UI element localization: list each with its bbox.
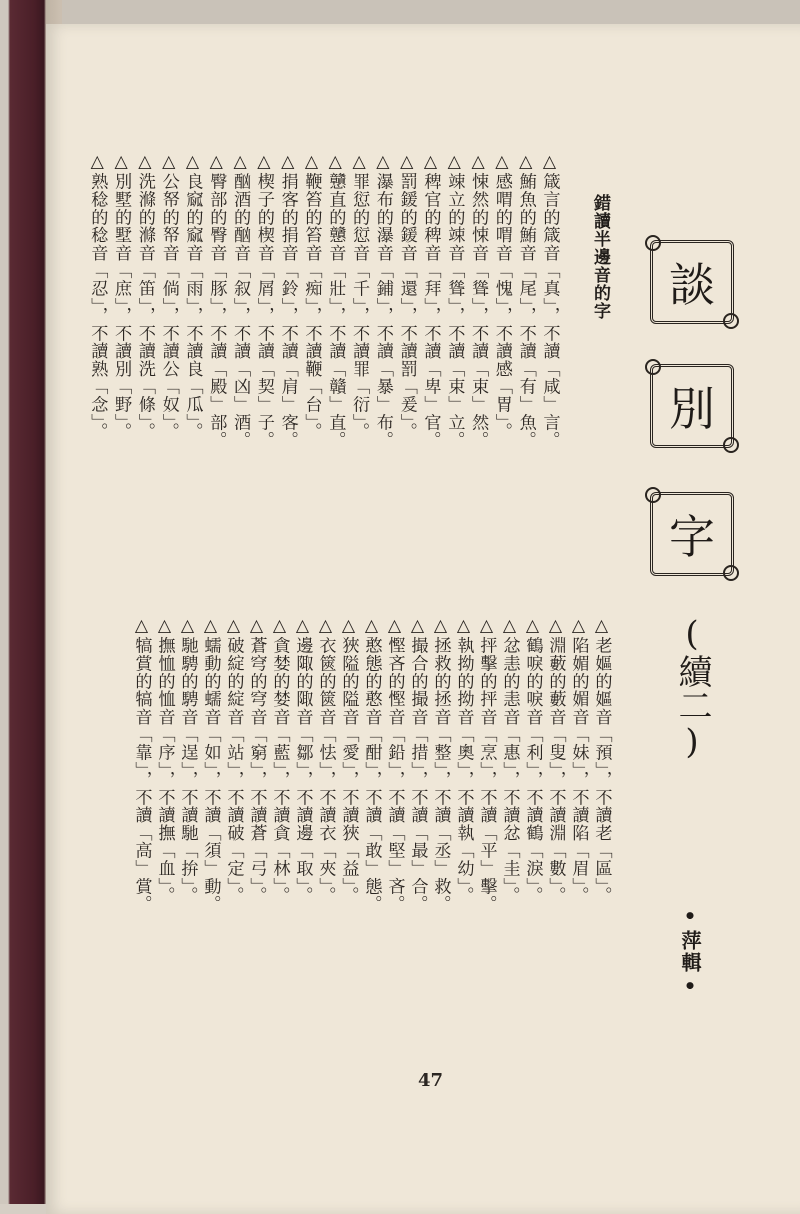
text-line: △別墅的墅音「庶」，不讀別「野」。 — [111, 152, 132, 441]
text-line: △瀑布的瀑音「鋪」，不讀「暴」布。 — [372, 152, 393, 449]
text-line: △蒼穹的穹音「窮」，不讀蒼「弓」。 — [246, 616, 267, 905]
text-line: △洗滌的滌音「笛」，不讀洗「條」。 — [134, 152, 155, 441]
title-char-3: 字 — [650, 492, 734, 576]
text-line: △罪愆的愆音「千」，不讀罪「衍」。 — [349, 152, 370, 441]
text-line: △戇直的戇音「壯」，不讀「贛」直。 — [325, 152, 346, 449]
text-line: △稗官的稗音「拜」，不讀「卑」官。 — [420, 152, 441, 449]
text-line: △竦立的竦音「聳」，不讀「束」立。 — [444, 152, 465, 449]
text-line: △蠕動的蠕音「如」，不讀「須」動。 — [200, 616, 221, 913]
text-line: △馳騁的騁音「逞」，不讀馳「拚」。 — [177, 616, 198, 905]
text-line: △鞭笞的笞音「痴」，不讀鞭「台」。 — [301, 152, 322, 441]
text-line: △衣篋的篋音「怯」，不讀衣「夾」。 — [315, 616, 336, 905]
text-line: △撫恤的恤音「序」，不讀撫「血」。 — [154, 616, 175, 905]
text-line: △楔子的楔音「屑」，不讀「契」子。 — [253, 152, 274, 449]
title-char-1: 談 — [650, 240, 734, 324]
text-line: △狹隘的隘音「愛」，不讀狹「益」。 — [338, 616, 359, 905]
text-line: △抨擊的抨音「烹」，不讀「平」擊。 — [476, 616, 497, 913]
title-subtitle: (續二) — [672, 614, 712, 762]
text-line: △淵藪的藪音「叟」，不讀淵「數」。 — [545, 616, 566, 905]
text-line: △犒賞的犒音「靠」，不讀「高」賞。 — [131, 616, 152, 913]
text-line: △老嫗的嫗音「預」，不讀老「區」。 — [591, 616, 612, 905]
text-line: △罰鍰的鍰音「還」，不讀罰「爰」。 — [396, 152, 417, 441]
text-line: △陷媚的媚音「妹」，不讀陷「眉」。 — [568, 616, 589, 905]
text-line: △貪婪的婪音「藍」，不讀貪「林」。 — [269, 616, 290, 905]
text-line: △執拗的拗音「奧」，不讀執「幼」。 — [453, 616, 474, 905]
text-line: △箴言的箴音「真」，不讀「咸」言。 — [539, 152, 560, 449]
text-line: △臀部的臀音「豚」，不讀「殿」部。 — [206, 152, 227, 449]
text-line: △熟稔的稔音「忍」，不讀熟「念」。 — [87, 152, 108, 441]
section-heading: 錯讀半邊音的字 — [590, 194, 610, 320]
text-line: △酗酒的酗音「叙」，不讀「凶」酒。 — [230, 152, 251, 449]
text-line: △破綻的綻音「站」，不讀破「定」。 — [223, 616, 244, 905]
title-char-2: 別 — [650, 364, 734, 448]
text-line: △慳吝的慳音「鉛」，不讀「堅」吝。 — [384, 616, 405, 913]
text-line: △拯救的拯音「整」，不讀「丞」救。 — [430, 616, 451, 913]
text-line: △感喟的喟音「愧」，不讀感「胃」。 — [491, 152, 512, 441]
text-line: △憨態的憨音「酣」，不讀「敢」態。 — [361, 616, 382, 913]
text-line: △捐客的捐音「鈴」，不讀「肩」客。 — [277, 152, 298, 449]
text-line: △鮪魚的鮪音「尾」，不讀「有」魚。 — [515, 152, 536, 449]
text-line: △鶴唳的唳音「利」，不讀鶴「淚」。 — [522, 616, 543, 905]
text-line: △悚然的悚音「聳」，不讀「束」然。 — [468, 152, 489, 449]
text-line: △公帑的帑音「倘」，不讀公「奴」。 — [158, 152, 179, 441]
text-line: △撮合的撮音「措」，不讀「最」合。 — [407, 616, 428, 913]
text-line: △良窳的窳音「雨」，不讀良「瓜」。 — [182, 152, 203, 441]
page-number: 47 — [418, 1070, 444, 1091]
text-line: △忿恚的恚音「惠」，不讀忿「圭」。 — [499, 616, 520, 905]
text-line: △邊陬的陬音「鄒」，不讀邊「取」。 — [292, 616, 313, 905]
book-page — [46, 24, 800, 1214]
author-credit: •萍輯• — [678, 904, 702, 1000]
